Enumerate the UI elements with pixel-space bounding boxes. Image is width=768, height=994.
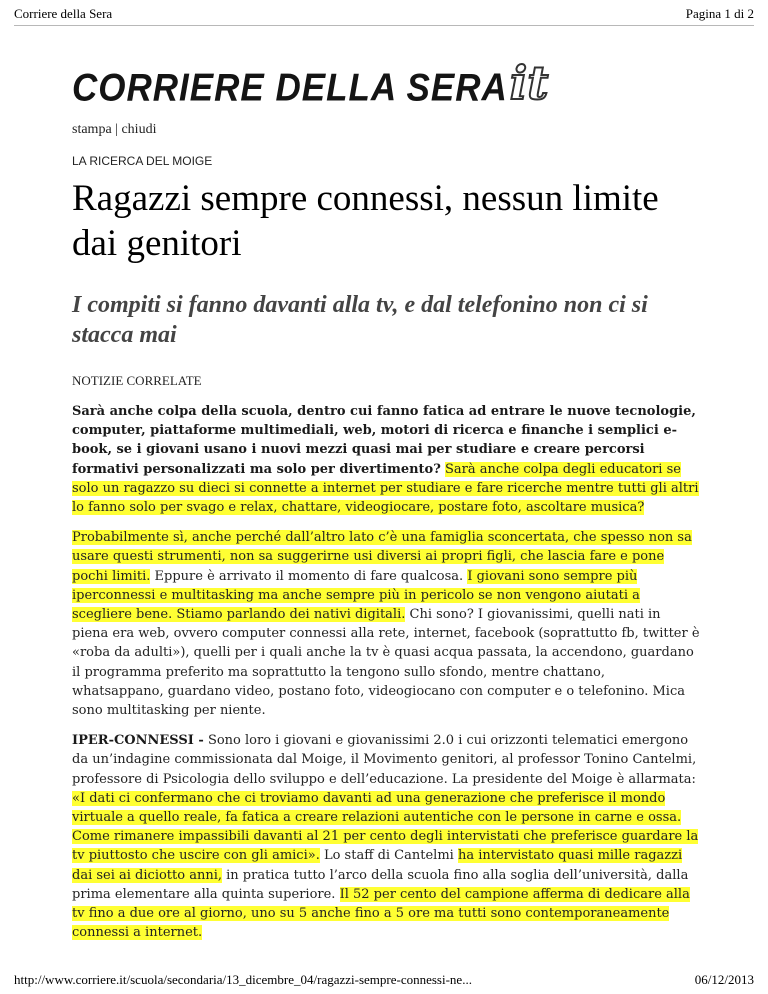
- article-paragraph: [72, 528, 700, 720]
- page-url: http://www.corriere.it/scuola/secondaria/13_dicembre_04/ragazzi-sempre-connessi-ne...: [14, 972, 472, 987]
- logo-it-suffix: it: [509, 56, 549, 110]
- highlighted-quote: «I dati ci confermano che ci troviamo davanti ad una generazione che preferisce il mondo virtuale a quello reale, fa fatica a creare relazioni autentiche con le persone in carne e ossa. Come rimanere impassibili davanti al 21 per cento degli intervistati che preferisce guardare la tv piuttosto che uscire con gli amici».: [72, 790, 699, 864]
- print-header: [14, 6, 754, 22]
- section-heading-inline: IPER-CONNESSI -: [72, 733, 204, 749]
- close-link[interactable]: chiudi: [121, 122, 157, 137]
- body-text: in pratica tutto l’arco della scuola fino alla soglia dell’università, dalla prima elementare alla quinta superiore.: [72, 867, 689, 902]
- related-news-label: NOTIZIE CORRELATE: [72, 373, 202, 388]
- print-date: 06/12/2013: [694, 972, 754, 987]
- corriere-logo[interactable]: [72, 56, 549, 120]
- article-kicker: LA RICERCA DEL MOIGE: [72, 154, 213, 168]
- print-page-number: Pagina 1 di 2: [685, 6, 754, 21]
- body-text: Chi sono? I giovanissimi, quelli nati in piena era web, ovvero computer connessi alla rete, internet, facebook (soprattutto fb, twitter è «roba da adulti»), quelli per i quali anche la tv è quasi acqua passata, la accendono, guardano il programma preferito ma soprattutto la tengono sullo sfondo, mentre chattano, whatsappano, guardano video, postano foto, videogiocano con computer e o telefonino. Mica sono multitasking per niente.: [72, 607, 700, 719]
- body-text: Sono loro i giovani e giovanissimi 2.0 i cui orizzonti telematici emergono da un’indagine commissionata dal Moige, il Movimento genitori, al professor Tonino Cantelmi, professore di Psicologia dello sviluppo e dell’educazione. La presidente del Moige è allarmata:: [72, 733, 697, 787]
- print-site-title: Corriere della Sera: [14, 6, 113, 21]
- article-headline: Ragazzi sempre connessi, nessun limite dai genitori: [72, 178, 659, 264]
- article-body: [72, 402, 700, 953]
- lead-bold-text: Sarà anche colpa della scuola, dentro cui fanno fatica ad entrare le nuove tecnologie, computer, piattaforme multimediali, web, motori di ricerca e finanche i semplici e-book, se i giovani usano i nuovi mezzi quasi mai per studiare e creare percorsi formativi personalizzati ma solo per divertimento?: [72, 404, 696, 477]
- print-footer: [14, 970, 754, 988]
- header-divider: [14, 25, 754, 26]
- article-subtitle: I compiti si fanno davanti alla tv, e dal telefonino non ci si stacca mai: [72, 292, 648, 348]
- highlighted-text: ha intervistato quasi mille ragazzi dai sei ai diciotto anni,: [72, 848, 683, 883]
- highlighted-text: I giovani sono sempre più iperconnessi e multitasking ma anche sempre più in pericolo se non vengono aiutati a scegliere bene. Stiamo parlando dei nativi digitali.: [72, 568, 640, 623]
- body-text: Lo staff di Cantelmi: [319, 848, 458, 864]
- article-paragraph: [72, 731, 700, 942]
- highlighted-text: Probabilmente sì, anche perché dall’altro lato c’è una famiglia sconcertata, che spesso non sa usare questi strumenti, non sa suggerirne usi diversi ai propri figli, che lascia fare e pone pochi limiti.: [72, 530, 692, 584]
- article-tools: [72, 122, 156, 138]
- tools-separator: |: [115, 122, 118, 137]
- logo-wordmark: CORRIERE DELLA SERA: [72, 66, 508, 110]
- article-paragraph: [72, 402, 700, 517]
- body-text: Eppure è arrivato il momento di fare qualcosa.: [150, 568, 468, 584]
- highlighted-text: Sarà anche colpa degli educatori se solo un ragazzo su dieci si connette a internet per studiare e fare ricerche mentre tutti gli altri lo fanno solo per svago e relax, chattare, videogiocare, postare foto, ascoltare musica?: [72, 461, 699, 516]
- highlighted-text: Il 52 per cento del campione afferma di dedicare alla tv fino a due ore al giorno, uno su 5 anche fino a 5 ore ma tutti sono contemporaneamente connessi a internet.: [72, 886, 690, 941]
- print-link[interactable]: stampa: [72, 122, 112, 137]
